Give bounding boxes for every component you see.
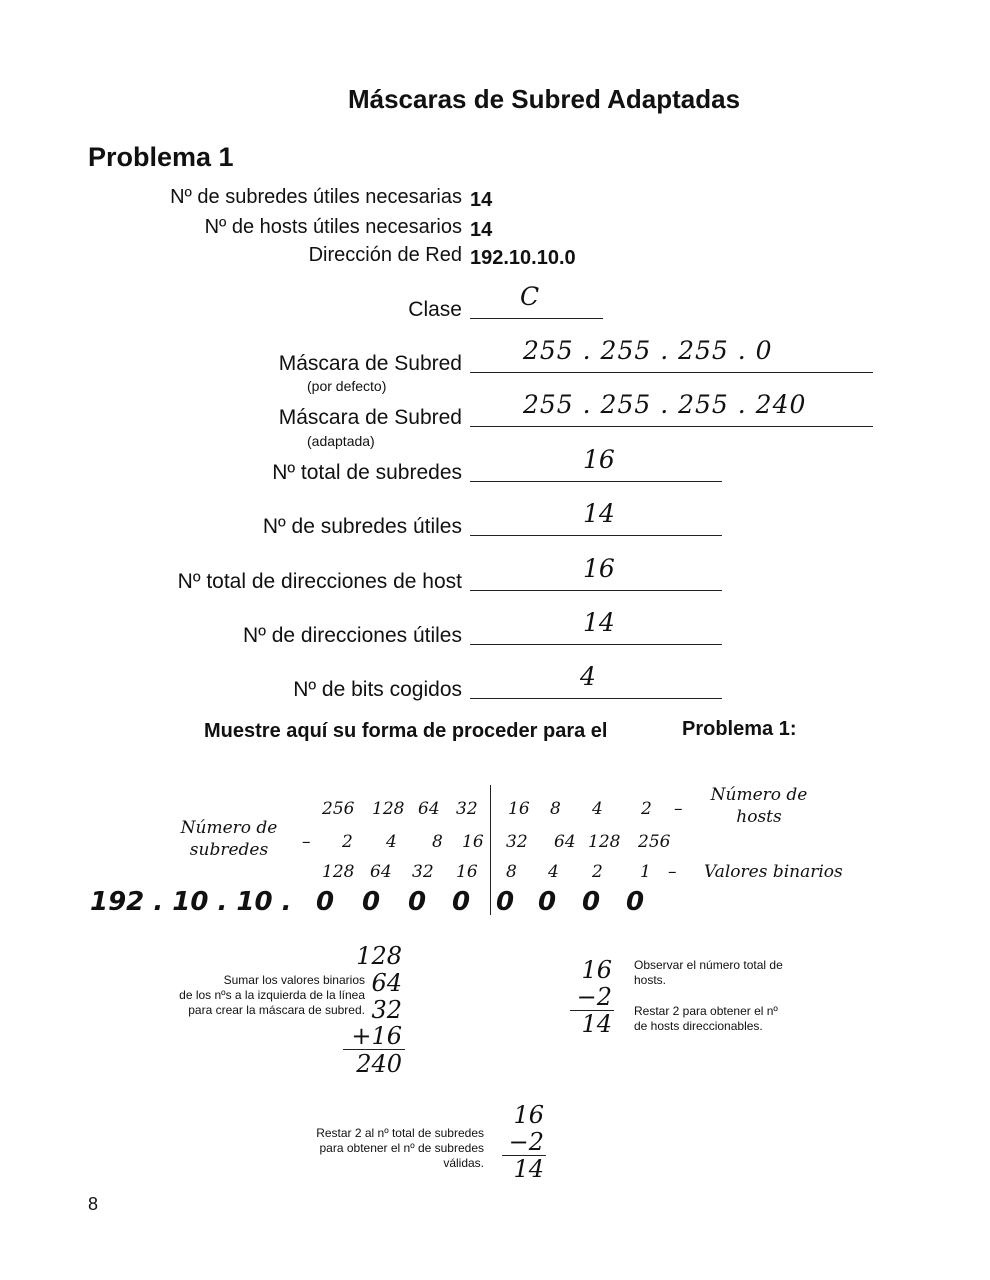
subnets-calc-result: 14 (513, 1155, 544, 1183)
usable-subnets-line (470, 535, 722, 536)
hosts-note-line: hosts. (634, 973, 667, 987)
total-subnets-line (470, 481, 722, 482)
problem-heading: Problema 1 (88, 142, 234, 172)
hosts-calc-result: 14 (581, 1010, 612, 1038)
hosts-note-line: de hosts direccionables. (634, 1019, 763, 1033)
binary-value: – (668, 862, 677, 882)
given-network-value: 192.10.10.0 (470, 247, 576, 269)
subnets-value: 16 (462, 832, 484, 852)
subnets-note (316, 1126, 484, 1171)
subnets-value: 8 (432, 832, 443, 852)
mask-sum-value: 32 (371, 996, 402, 1024)
ip-bit: 0 (452, 887, 471, 917)
hosts-value: 2 (641, 799, 652, 819)
usable-hosts-line (470, 644, 722, 645)
hosts-value: 64 (418, 799, 440, 819)
binary-value: 8 (506, 862, 517, 882)
mask-custom-answer: 255 . 255 . 255 . 240 (523, 390, 807, 419)
label-binary-values: Valores binarios (704, 862, 843, 882)
subnets-value: 4 (386, 832, 397, 852)
ip-bit: 0 (496, 887, 515, 917)
mask-note (179, 973, 365, 1018)
subnets-value: 64 (554, 832, 576, 852)
binary-value: 128 (322, 862, 355, 882)
total-hosts-answer: 16 (583, 554, 615, 583)
mask-sum-value: +16 (351, 1022, 402, 1050)
binary-value: 2 (592, 862, 603, 882)
label-number-of-hosts: Número de hosts (710, 785, 808, 827)
mask-custom-line (470, 426, 873, 427)
subnets-note-line: válidas. (443, 1156, 484, 1170)
subnets-value: 32 (506, 832, 528, 852)
ip-prefix: 192 . 10 . 10 . (90, 887, 292, 917)
hosts-note-line: Observar el número total de (634, 958, 783, 972)
subnets-note-line: para obtener el nº de subredes (319, 1141, 484, 1155)
mask-custom-sublabel: (adaptada) (307, 433, 375, 449)
ip-bit: 0 (538, 887, 557, 917)
hosts-value: 32 (456, 799, 478, 819)
subnets-calc-b: −2 (508, 1128, 544, 1156)
mask-note-line: de los nºs a la izquierda de la línea (179, 988, 365, 1002)
subnets-value: 128 (588, 832, 621, 852)
usable-subnets-label: Nº de subredes útiles (262, 515, 462, 538)
given-hosts-label: Nº de hosts útiles necesarios (204, 216, 462, 238)
subnets-note-line: Restar 2 al nº total de subredes (316, 1126, 484, 1140)
bits-borrowed-answer: 4 (580, 662, 596, 691)
binary-value: 32 (412, 862, 434, 882)
subnets-calc-a: 16 (513, 1101, 544, 1129)
subnets-value: 2 (342, 832, 353, 852)
subnets-value: 256 (638, 832, 671, 852)
total-subnets-answer: 16 (583, 445, 615, 474)
page-title: Máscaras de Subred Adaptadas (347, 84, 741, 114)
hosts-value: 16 (508, 799, 530, 819)
work-heading-problem: Problema 1: (682, 718, 797, 740)
hosts-value: 4 (592, 799, 603, 819)
label-number-of-subnets: Número de subredes (180, 818, 278, 860)
subnets-value: – (302, 832, 311, 852)
given-hosts-value: 14 (470, 219, 493, 241)
mask-note-line: Sumar los valores binarios (223, 973, 365, 987)
total-hosts-line (470, 590, 722, 591)
ip-bit: 0 (626, 887, 645, 917)
ip-bit: 0 (408, 887, 427, 917)
binary-value: 16 (456, 862, 478, 882)
usable-hosts-label: Nº de direcciones útiles (243, 624, 462, 647)
total-hosts-label: Nº total de direcciones de host (177, 570, 462, 593)
work-heading: Muestre aquí su forma de proceder para el (204, 720, 608, 742)
total-subnets-label: Nº total de subredes (272, 461, 462, 484)
usable-subnets-answer: 14 (583, 499, 615, 528)
clase-label: Clase (408, 298, 462, 321)
mask-default-line (470, 372, 873, 373)
hosts-note (634, 958, 783, 1034)
usable-hosts-answer: 14 (583, 608, 615, 637)
mask-note-line: para crear la máscara de subred. (188, 1003, 365, 1017)
bits-borrowed-line (470, 698, 722, 699)
page-number: 8 (88, 1194, 99, 1214)
ip-bit: 0 (582, 887, 601, 917)
mask-sum-result: 240 (356, 1050, 402, 1078)
binary-value: 64 (370, 862, 392, 882)
mask-sum-value: 128 (356, 942, 402, 970)
clase-line (470, 318, 603, 319)
hosts-value: 128 (372, 799, 405, 819)
clase-answer: C (520, 282, 540, 311)
ip-bit: 0 (362, 887, 381, 917)
given-subnets-label: Nº de subredes útiles necesarias (170, 186, 462, 208)
mask-default-label: Máscara de Subred (278, 352, 462, 375)
hosts-value: 8 (550, 799, 561, 819)
mask-custom-label: Máscara de Subred (278, 406, 462, 429)
hosts-value: – (674, 799, 683, 819)
ip-bit: 0 (316, 887, 335, 917)
binary-value: 1 (640, 862, 651, 882)
hosts-value: 256 (322, 799, 355, 819)
hosts-calc-b: −2 (576, 983, 612, 1011)
mask-default-answer: 255 . 255 . 255 . 0 (523, 336, 773, 365)
mask-default-sublabel: (por defecto) (307, 378, 387, 394)
hosts-note-line: Restar 2 para obtener el nº (634, 1004, 778, 1018)
mask-sum-value: 64 (371, 969, 402, 997)
borrowed-bits-divider (490, 785, 491, 915)
given-network-label: Dirección de Red (308, 244, 462, 266)
given-subnets-value: 14 (470, 189, 493, 211)
bits-borrowed-label: Nº de bits cogidos (293, 678, 462, 701)
binary-value: 4 (548, 862, 559, 882)
hosts-calc-a: 16 (581, 956, 612, 984)
